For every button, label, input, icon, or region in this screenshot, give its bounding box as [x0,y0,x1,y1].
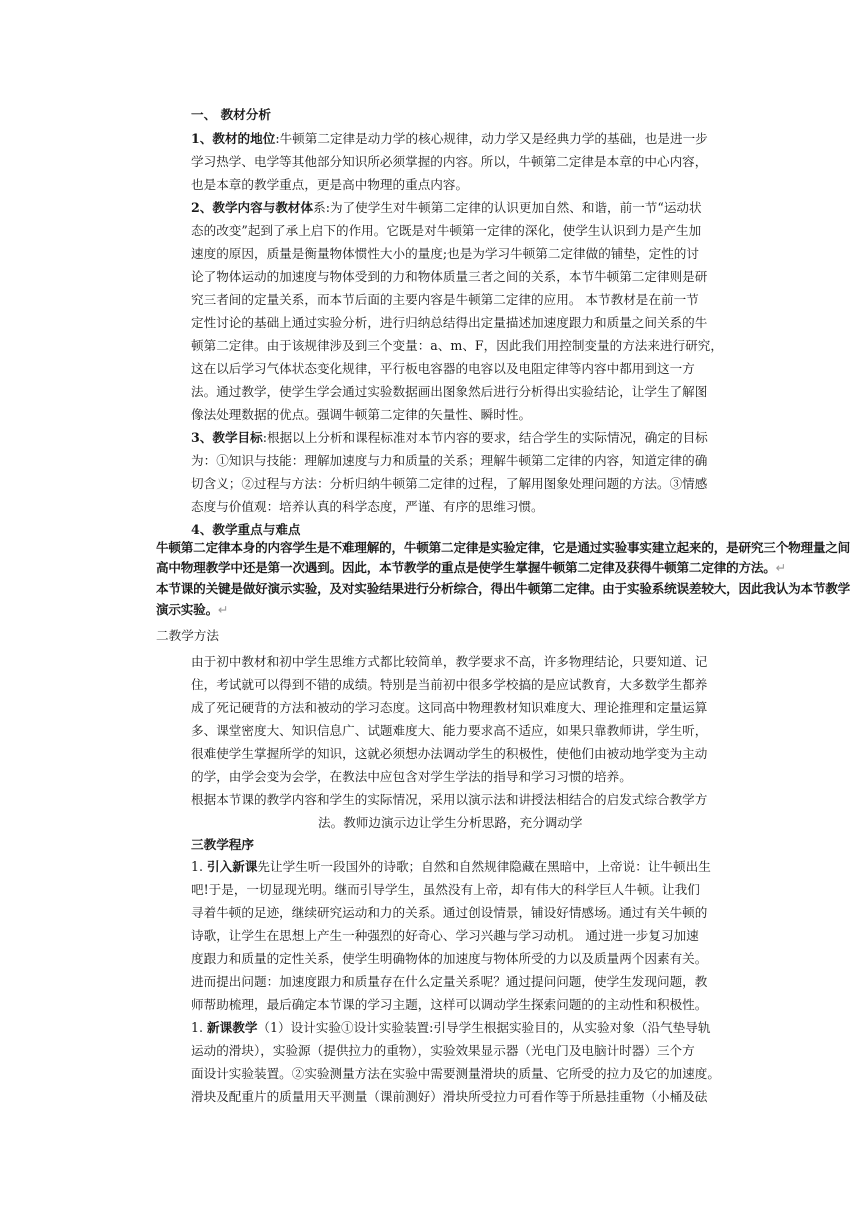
paragraph-line: 1. 引入新课先让学生听一段国外的诗歌；自然和自然规律隐藏在黑暗中，上帝说：让牛顿出生 [191,859,711,874]
paragraph-line: 2、教学内容与教材体系:为了使学生对牛顿第二定律的认识更加自然、和谐，前一节“运动状 [191,200,702,215]
paragraph-line: 根据本节课的教学内容和学生的实际情况，采用以演示法和讲授法相结合的启发式综合教学方 [191,792,708,807]
paragraph-line: 住，考试就可以得到不错的成绩。特别是当前初中很多学校搞的是应试教育，大多数学生都养 [191,677,708,692]
paragraph-title: 引入新课 [207,859,258,874]
paragraph-line: 吧!于是，一切显现光明。继而引导学生，虽然没有上帝，却有伟大的科学巨人牛顿。让我们 [191,882,700,897]
paragraph-title: 新课教学 [207,1020,258,1035]
paragraph-title: 2、教学内容与教材体 [191,200,314,215]
paragraph-line: 法。通过教学，使学生学会通过实验数据画出图象然后进行分析得出实验结论，让学生了解图 [191,384,708,399]
paragraph-line: 像法处理数据的优点。强调牛顿第二定律的矢量性、瞬时性。 [191,407,532,422]
paragraph-line: 速度的原因，质量是衡量物体惯性大小的量度;也是为学习牛顿第二定律做的铺垫，定性的讨 [191,246,699,261]
paragraph-line: 这在以后学习气体状态变化规律，平行板电容器的电容以及电阻定律等内容中都用到这一方 [191,361,695,376]
paragraph-line: 1、教材的地位:牛顿第二定律是动力学的核心规律，动力学又是经典力学的基础，也是进一步 [191,131,708,146]
paragraph-line: 滑块及配重片的质量用天平测量（课前测好）滑块所受拉力可看作等于所悬挂重物（小桶及砝 [191,1089,708,1104]
paragraph-line: 由于初中教材和初中学生思维方式都比较简单，教学要求不高，许多物理结论，只要知道、记 [191,654,708,669]
paragraph-line: 切含义；②过程与方法：分析归纳牛顿第二定律的过程，了解用图象处理问题的方法。③情感 [191,476,708,491]
emphasis-line: 牛顿第二定律本身的内容学生是不难理解的，牛顿第二定律是实验定律，它是通过实验事实建立起来的，是研究三个物理量之间 [156,540,851,555]
paragraph-line: 多、课堂密度大、知识信息广、试题难度大、能力要求高不适应，如果只靠教师讲，学生听， [191,723,708,738]
paragraph-line: 面设计实验装置。②实验测量方法在实验中需要测量滑块的质量、它所受的拉力及它的加速度。 [191,1066,720,1081]
paragraph-title: 4、教学重点与难点 [191,522,301,537]
paragraph-line: 度跟力和质量的定性关系，使学生明确物体的加速度与物体所受的力以及质量两个因素有关。 [191,951,708,966]
paragraph-line: 顿第二定律。由于该规律涉及到三个变量：a、m、F，因此我们用控制变量的方法来进行研究， [191,338,723,353]
paragraph-line: 1. 新课教学（1）设计实验①设计实验装置:引导学生根据实验目的，从实验对象（沿气垫导轨 [191,1020,711,1035]
emphasis-line: 本节课的关键是做好演示实验，及对实验结果进行分析综合，得出牛顿第二定律。由于实验系统误差较大，因此我认为本节教学 [156,581,851,596]
paragraph-line: 寻着牛顿的足迹，继续研究运动和力的关系。通过创设情景，铺设好情感场。通过有关牛顿的 [191,905,708,920]
paragraph-line: 学习热学、电学等其他部分知识所必须掌握的内容。所以，牛顿第二定律是本章的中心内容， [191,154,708,169]
paragraph-line: 很难使学生掌握所学的知识，这就必须想办法调动学生的积极性，使他们由被动地学变为主动 [191,746,708,761]
paragraph-line: 论了物体运动的加速度与物体受到的力和物体质量三者之间的关系，本节牛顿第二定律则是研 [191,269,708,284]
paragraph-line: 师帮助梳理，最后确定本节课的学习主题，这样可以调动学生探索问题的的主动性和积极性。 [191,997,708,1012]
paragraph-title: 3、教学目标 [191,430,263,445]
paragraph-line: 3、教学目标:根据以上分析和课程标准对本节内容的要求，结合学生的实际情况，确定的目标 [191,430,708,445]
emphasis-line: 高中物理教学中还是第一次遇到。因此，本节教学的重点是使学生掌握牛顿第二定律及获得牛顿第二定律的方法。↵ [156,560,787,575]
paragraph-line: 定性讨论的基础上通过实验分析，进行归纳总结得出定量描述加速度跟力和质量之间关系的牛 [191,315,708,330]
paragraph-line: 态的改变”起到了承上启下的作用。它既是对牛顿第一定律的深化，使学生认识到力是产生加 [191,223,702,238]
paragraph-line: 成了死记硬背的方法和被动的学习态度。这同高中物理教材知识难度大、理论推理和定量运算 [191,700,708,715]
paragraph-title: 1、教材的地位 [191,131,276,146]
paragraph-line: 的学，由学会变为会学，在教法中应包含对学生学法的指导和学习习惯的培养。 [191,769,632,784]
emphasis-line: 演示实验。↵ [156,602,229,617]
paragraph-line: 法。教师边演示边让学生分析思路，充分调动学 [318,815,583,830]
paragraph-line: 诗歌，让学生在思想上产生一种强烈的好奇心、学习兴趣与学习动机。 通过进一步复习加速 [191,928,699,943]
return-mark-icon: ↵ [217,602,229,617]
paragraph-line: 也是本章的教学重点，更是高中物理的重点内容。 [191,177,469,192]
section-heading-3: 三教学程序 [191,837,254,852]
paragraph-line: 究三者间的定量关系，而本节后面的主要内容是牛顿第二定律的应用。 本节教材是在前一节 [191,292,699,307]
paragraph-line: 进而提出问题：加速度跟力和质量存在什么定量关系呢？通过提问问题，使学生发现问题，教 [191,974,708,989]
paragraph-line: 运动的滑块），实验源（提供拉力的重物），实验效果显示器（光电门及电脑计时器）三个方 [191,1043,695,1058]
section-heading-2: 二教学方法 [156,628,219,643]
section-heading-1: 一、 教材分析 [191,107,271,122]
paragraph-line: 为：①知识与技能：理解加速度与力和质量的关系；理解牛顿第二定律的内容，知道定律的确 [191,453,708,468]
paragraph-line: 态度与价值观：培养认真的科学态度，严谨、有序的思维习惯。 [191,499,544,514]
return-mark-icon: ↵ [775,560,787,575]
